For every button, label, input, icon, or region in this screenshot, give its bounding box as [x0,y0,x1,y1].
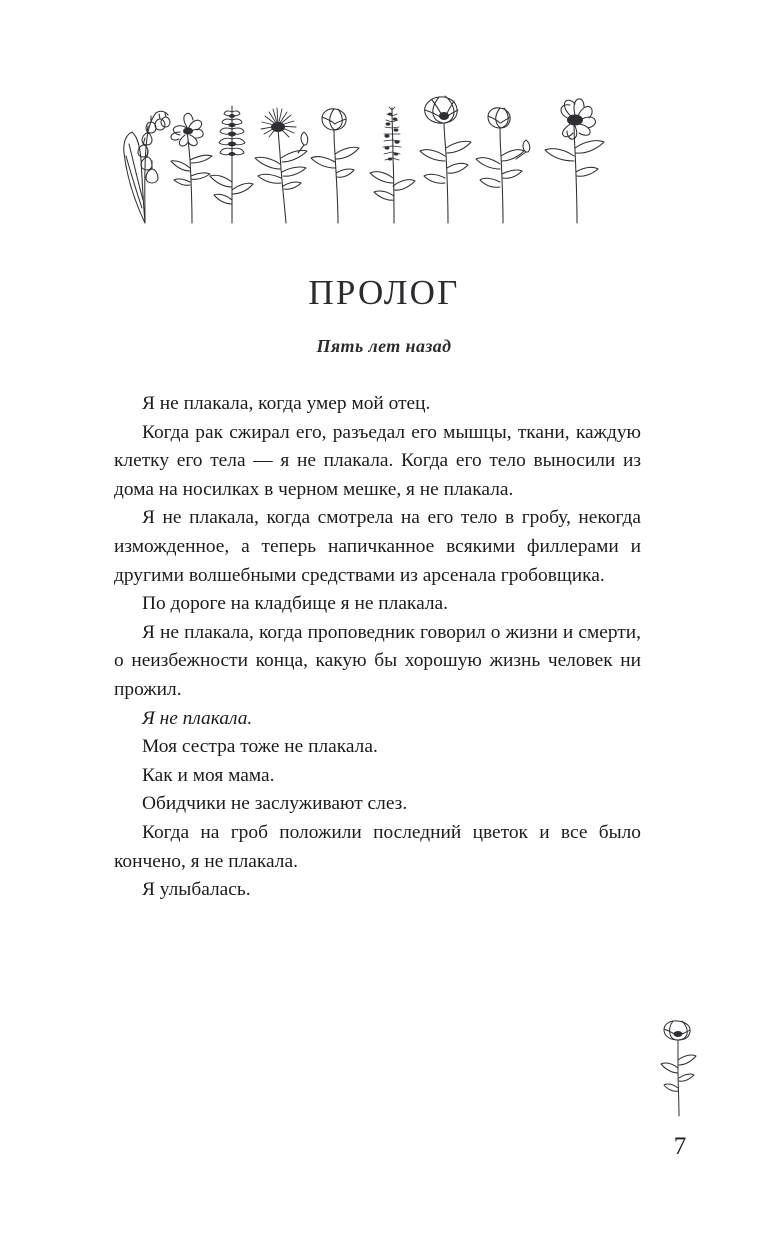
wildflower-row-illustration [114,90,634,225]
paragraph-emphasis: Я не плакала. [142,707,253,729]
flower-thistle [255,108,308,223]
flower-echinacea [545,99,604,223]
paragraph: Я улыбалась. [142,879,251,901]
single-poppy-illustration [655,1016,707,1118]
paragraph: Как и моя мама. [142,764,275,786]
paragraph: Обидчики не заслуживают слез. [142,793,408,815]
paragraph: Я не плакала, когда смотрела на его тело в гробу, некогда изможденное, а теперь напичканное всякими филлерами и другими волшебными средствами из арсенала гробовщика. [114,507,641,586]
page-number: 7 [673,1133,687,1160]
flower-lavender-spike [210,106,253,223]
paragraph: Когда рак сжирал его, разъедал его мышцы, ткани, каждую клетку его тела — я не плакала. Когда его тело выносили из дома на носилках в черном мешке, я не плакала. [114,421,641,500]
paragraph: Я не плакала, когда умер мой отец. [142,393,431,414]
body-text [114,390,641,905]
flower-poppy-bud [311,109,359,223]
paragraph: Когда на гроб положили последний цветок и все было кончено, я не плакала. [114,821,641,872]
paragraph: Моя сестра тоже не плакала. [142,736,378,758]
chapter-subtitle: Пять лет назад [316,336,452,356]
paragraph: По дороге на кладбище я не плакала. [142,593,448,615]
flower-daisy [171,113,212,223]
page-title: ПРОЛОГ [308,273,460,313]
flower-veronica-spike [370,107,415,223]
flower-anemone [420,96,471,223]
flower-lily-of-the-valley [124,111,170,223]
flower-buttercup [476,108,530,223]
paragraph: Я не плакала, когда проповедник говорил о жизни и смерти, о неизбежности конца, какую бы хорошую жизнь человек ни прожил. [114,621,641,700]
